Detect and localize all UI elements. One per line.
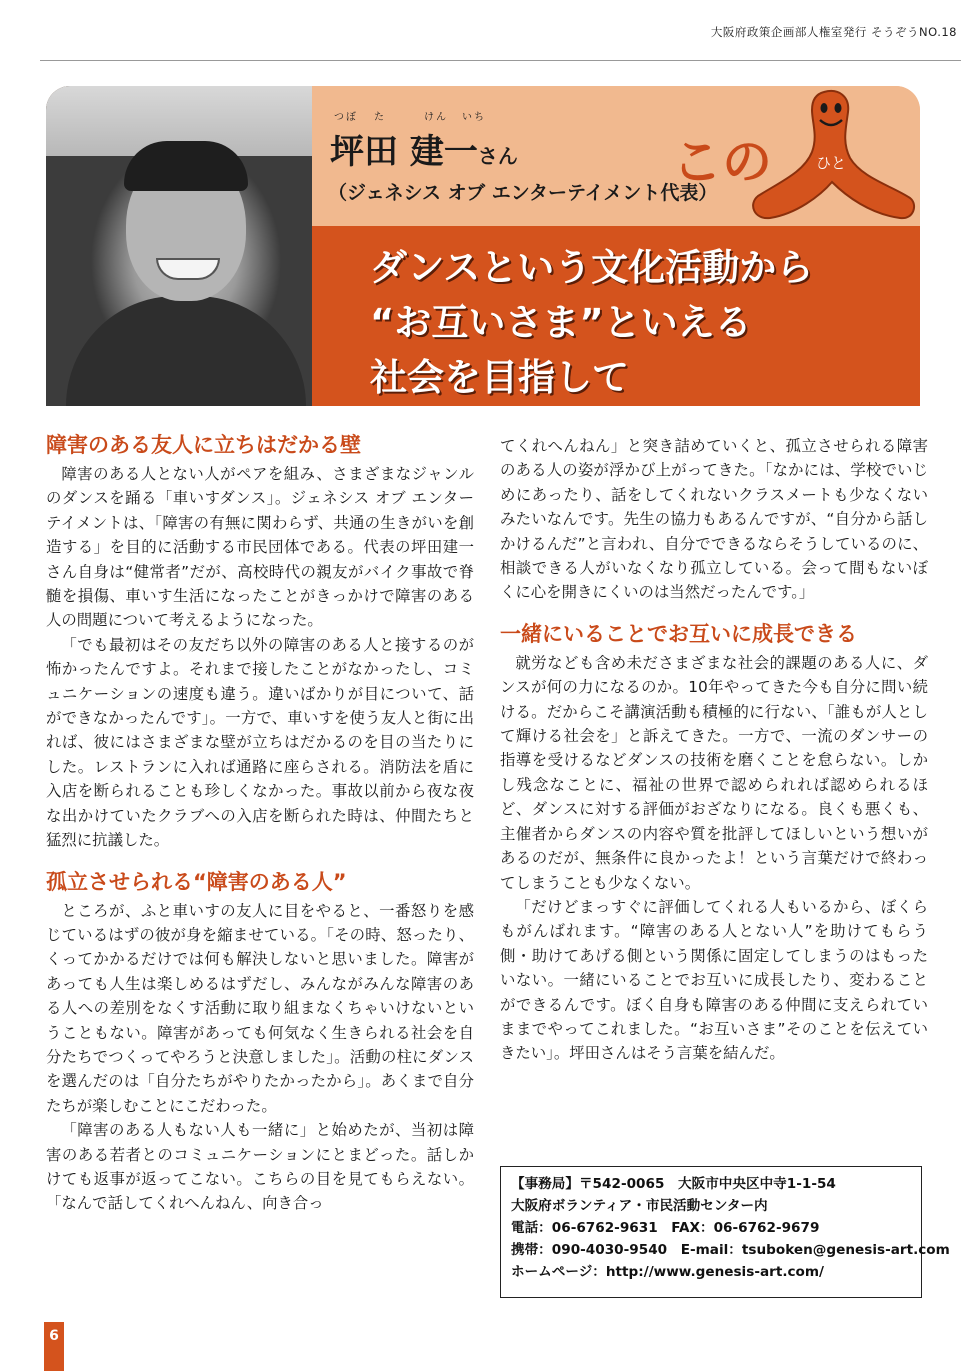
paragraph-continuation: てくれへんねん」と突き詰めていくと、孤立させられる障害のある人の姿が浮かび上がってきた。「なかには、学校でいじめにあったり、話をしてくれないクラスメートも少なくないみたいなんです。先生の協力もあるんですが、“自分から話しかけるんだ”と言われ、自分でできるならそうしているのに、相談できる人がいなくなり孤立している。会って間もないぼくに心を開きにくいのは当然だったんです。」 (500, 437, 928, 602)
person-name-text: 坪田 建一 (330, 132, 478, 172)
headline-band (312, 226, 920, 406)
right-column (500, 434, 928, 1066)
contact-phone: 電話：06-6762-9631 FAX：06-6762-9679 (511, 1220, 820, 1236)
name-ruby: けん (424, 112, 448, 123)
person-name (330, 124, 518, 173)
series-kono: この (672, 133, 772, 191)
headline-line: ダンスという文化活動から (370, 246, 814, 289)
paragraph: ところが、ふと車いすの友人に目をやると、一番怒りを感じているはずの彼が身を縮ませている。「その時、怒ったり、くってかかるだけでは何も解決しないと思いました。障害があっても人生は楽しめるはずだし、みんながみんな障害のある人への差別をなくす活動に取り組まなくちゃいけないということもない。障害があっても何気なく生きられる社会を自分たちでつくってやろうと決意しました」。活動の柱にダンスを選んだのは「自分たちがやりたかったから」。あくまで自分たちが楽しむことにこだわった。 (46, 901, 474, 1115)
contact-box (500, 1166, 950, 1298)
contact-mobile[interactable]: 携帯：090-4030-9540 E-mail：tsuboken@genesis-art.com (511, 1242, 950, 1258)
name-ruby: つぼ (334, 112, 358, 123)
hito-ruby: ひと (815, 154, 847, 172)
paragraph: 「だけどまっすぐに評価してくれる人もいるから、ぼくらもがんばれます。“障害のある人とない人”を助けてもらう側・助けてあげる側という関係に固定してしまうのはもったいない。一緒にいることでお互いに成長したり、変わることができるんです。ぼく自身も障害のある仲間に支えられていままでやってこれました。“お互いさま”そのことを伝えていきたい」。坪田さんはそう言葉を結んだ。 (500, 897, 928, 1063)
name-ruby: いち (462, 112, 486, 123)
contact-homepage[interactable]: ホームページ：http://www.genesis-art.com/ (511, 1264, 825, 1280)
affiliation: （ジェネシス オブ エンターテイメント代表） (328, 182, 718, 204)
contact-office (511, 1173, 911, 1195)
paragraph: 障害のある人とない人がペアを組み、さまざまなジャンルのダンスを踊る「車いすダンス」。ジェネシス オブ エンターテイメントは、「障害の有無に関わらず、共通の生きがいを創造する」を目的に活動する市民団体である。代表の坪田建一さん自身は“健常者”だが、高校時代の親友がバイク事故で脊髄を損傷、車いす生活になったことがきっかけで障害のある人の問題について考えるようになった。 (46, 465, 474, 630)
portrait-photo (46, 86, 312, 406)
headline (370, 240, 813, 405)
section-heading: 障害のある友人に立ちはだかる壁 (46, 433, 361, 457)
contact-venue: 大阪府ボランティア・市民活動センター内 (511, 1198, 768, 1214)
publisher-line: 大阪府政策企画部人権室発行 そうぞうNO.18 (710, 25, 957, 39)
hito-mascot-icon (742, 86, 920, 226)
name-area (312, 86, 920, 226)
page-number: 6 (44, 1322, 64, 1371)
paragraph: 「でも最初はその友だち以外の障害のある人と接するのが怖かったんですよ。それまで接したことがなかったし、コミュニケーションの速度も違う。違いばかりが目について、話ができなかったんです」。一方で、車いすを使う友人と街に出れば、彼にはさまざまな壁が立ちはだかるのを目の当たりにした。レストランに入れば通路に座らされる。消防法を盾に入店を断られることも珍しくなかった。事故以前から夜な夜な出かけていたクラブへの入店を断られた時は、仲間たちと猛烈に抗議した。 (46, 635, 474, 850)
left-column (46, 430, 474, 1216)
section-heading: 一緒にいることでお互いに成長できる (500, 621, 857, 646)
office-label: 【事務局】 (511, 1176, 579, 1192)
headline-line: “お互いさま”といえる (370, 301, 752, 344)
section-heading: 孤立させられる“障害のある人” (46, 869, 347, 894)
honorific: さん (477, 144, 518, 168)
name-ruby: た (374, 112, 386, 123)
paragraph: 就労なども含め未ださまざまな社会的課題のある人に、ダンスが何の力になるのか。10年やってきた今も自分に問い続ける。だからこそ講演活動も積極的に行ない、「誰もが人として輝ける社会を」と訴えてきた。一方で、一流のダンサーの指導を受けるなどダンスの技術を磨くことを怠らない。しかし残念なことに、福祉の世界で認められれば認められるほど、ダンスに対する評価がおざなりになる。良くも悪くも、主催者からダンスの内容や質を批評してほしいという想いがあるのだが、無条件に良かったよ！という言葉だけで終わってしまうことも少なくない。 (500, 653, 928, 892)
office-address: 〒542-0065 大阪市中央区中寺1-1-54 (578, 1176, 836, 1192)
top-rule (40, 60, 961, 61)
headline-line: 社会を目指して (370, 356, 629, 399)
paragraph: 「障害のある人もない人も一緒に」と始めたが、当初は障害のある若者とのコミュニケーションにとまどった。話しかけても返事が返ってこない。こちらの目を見てもらえない。「なんで話してくれへんねん、向き合っ (46, 1121, 474, 1213)
article-header (46, 86, 920, 406)
